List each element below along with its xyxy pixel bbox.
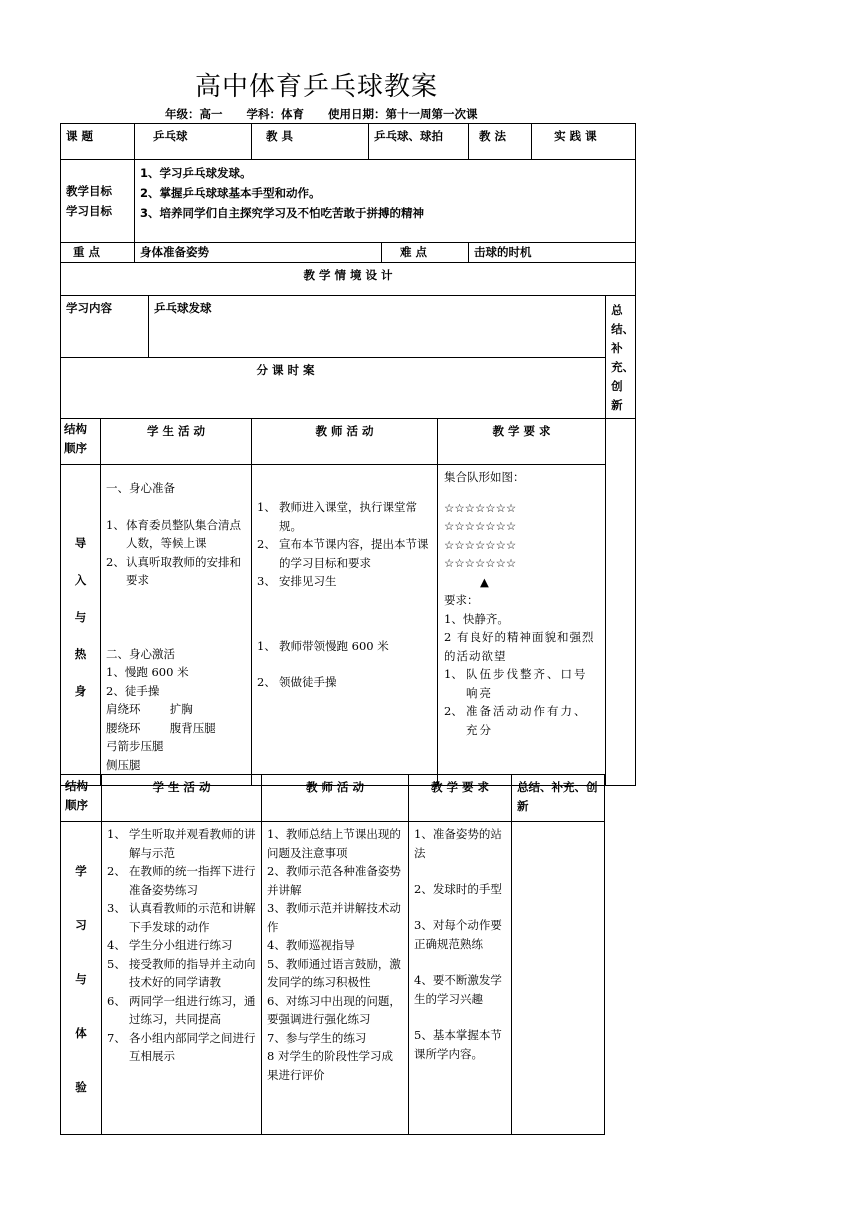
list-item: 7、 各小组内部同学之间进行互相展示 [107,1030,256,1063]
list-item: 1、 学生听取并观看教师的讲解与示范 [107,827,256,860]
list-item: 2、 在教师的统一指挥下进行准备姿势练习 [107,864,256,897]
teacher-part2-list [257,637,432,692]
list-item: 4、要不断激发学生的学习兴趣 [414,973,502,1006]
requirement-header: 教 学 要 求 [438,419,606,465]
summary-cell-2 [512,822,605,1135]
lesson-table-2 [60,774,605,1135]
phase-char: 热 [74,647,87,661]
list-item: 1、 队伍步伐整齐、口号响亮 [444,667,588,700]
star-row: ☆☆☆☆☆☆☆ [444,519,517,533]
phase-char: 与 [75,972,87,986]
formation-stars [444,499,600,573]
phase-char: 习 [75,918,87,932]
list-item: 4、教师巡视指导 [267,938,355,952]
list-item: 3、教师示范并讲解技术动作 [267,901,401,934]
goals-label [61,160,135,243]
course-value: 乒乓球 [135,124,252,160]
requirement-header-2: 教 学 要 求 [409,775,512,822]
student-part2-title: 二、身心激活 [106,646,175,661]
difficulty-value: 击球的时机 [469,243,636,263]
tools-value: 乒乓球、球拍 [369,124,469,160]
goal-item: 2、掌握乒乓球球基本手型和动作。 [140,186,321,200]
method-label: 教 法 [469,124,532,160]
phase-char: 体 [75,1026,87,1040]
list-item: 2、 准备活动动作有力、充分 [444,704,588,737]
phase-column [61,465,101,786]
goals-list [135,160,636,243]
student-header: 学 生 活 动 [101,419,252,465]
student-list-2 [107,825,256,1066]
content-label: 学习内容 [61,296,149,358]
teacher-header-2: 教 师 活 动 [262,775,409,822]
list-item: 1、教师总结上节课出现的问题及注意事项 [267,827,401,860]
order-header-2: 结构顺序 [61,775,102,822]
summary-cell [606,419,636,786]
list-item: 3、 认真看教师的示范和讲解下手发球的动作 [107,901,256,934]
lesson-table-1 [60,123,636,786]
goal-item: 1、学习乒乓球发球。 [140,166,252,180]
goal-item: 3、培养同学们自主探究学习及不怕吃苦敢于拼搏的精神 [140,206,425,220]
req-title: 要求： [444,593,479,607]
list-item: 3、 安排见习生 [257,574,337,588]
list-item: 2、 认真听取教师的安排和要求 [106,554,241,587]
list-item: 2、教师示范各种准备姿势并讲解 [267,864,401,897]
req-item: 2 有良好的精神面貌和强烈的活动欲望 [444,630,595,663]
list-item: 7、参与学生的练习 [267,1030,367,1045]
student-activity [101,465,252,786]
phase-char: 身 [74,684,87,698]
teacher-activity-2 [262,822,409,1135]
phase-char: 验 [75,1080,87,1094]
meta-line: 年级：高一 学科：体育 使用日期：第十一周第一次课 [165,107,478,121]
phase-char: 入 [74,573,87,587]
teacher-triangle-icon: ▲ [480,574,489,589]
teacher-part1-list [257,498,432,591]
list-item: 1、 教师进入课堂，执行课堂常规。 [257,500,418,533]
student-activity-2 [102,822,262,1135]
req-item: 1、快静齐。 [444,611,509,626]
list-item: 5、教师通过语言鼓励，激发同学的练习积极性 [267,956,401,989]
requirement-cell-2 [409,822,512,1135]
list-item: 3、对每个动作要正确规范熟练 [414,918,502,951]
list-item: 2、 领做徒手操 [257,675,337,689]
course-label: 课 题 [61,124,135,160]
scenario-heading: 教 学 情 境 设 计 [61,263,636,296]
key-point-value: 身体准备姿势 [135,243,382,263]
list-item: 侧压腿 [106,757,141,772]
list-item: 1、准备姿势的站法 [414,827,502,860]
summary-label: 总结、补充、创新 [606,296,636,419]
star-row: ☆☆☆☆☆☆☆ [444,556,517,570]
list-item: 1、 体育委员整队集合清点人数，等候上课 [106,517,241,550]
star-row: ☆☆☆☆☆☆☆ [444,537,517,552]
list-item: 8 对学生的阶段性学习成果进行评价 [267,1049,393,1082]
list-item: 5、 接受教师的指导并主动向技术好的同学请教 [107,956,256,989]
formation-intro: 集合队形如图： [444,470,525,484]
list-item: 5、基本掌握本节课所学内容。 [414,1028,502,1061]
list-item: 6、 两同学一组进行练习，通过练习，共同提高 [107,993,256,1026]
teacher-header: 教 师 活 动 [252,419,438,465]
content-value: 乒乓球发球 [149,296,606,358]
summary-header-2: 总结、补充、创新 [512,775,605,822]
tools-label: 教 具 [252,124,369,160]
list-item: 腰绕环 腹背压腿 [106,720,216,735]
requirement-cell [438,465,606,786]
page-title: 高中体育乒乓球教案 [195,72,439,102]
student-header-2: 学 生 活 动 [102,775,262,822]
list-item: 4、 学生分小组进行练习 [107,938,233,952]
phase-char: 学 [75,864,87,878]
phase-char: 与 [74,610,87,624]
lesson-plan-heading: 分 课 时 案 [61,357,606,419]
list-item: 1、 教师带领慢跑 600 米 [257,638,389,653]
phase-column-2 [61,822,102,1135]
order-header: 结构顺序 [61,419,101,465]
student-part1-list [106,516,246,590]
list-item: 弓箭步压腿 [106,739,164,753]
method-value: 实 践 课 [532,124,636,160]
list-item: 2、 宣布本节课内容，提出本节课的学习目标和要求 [257,537,429,570]
star-row: ☆☆☆☆☆☆☆ [444,500,517,515]
list-item: 肩绕环 扩胸 [106,702,193,716]
goals-label-2: 学习目标 [66,204,112,218]
phase-char: 导 [74,536,87,550]
list-item: 6、对练习中出现的问题，要强调进行强化练习 [267,993,401,1026]
student-part1-title: 一、身心准备 [106,481,175,495]
list-item: 2、发球时的手型 [414,882,502,896]
teacher-activity [252,465,438,786]
req-list [444,665,600,739]
list-item: 2、徒手操 [106,683,160,698]
goals-label-1: 教学目标 [66,184,112,198]
difficulty-label: 难 点 [382,243,469,263]
list-item: 1、慢跑 600 米 [106,665,189,679]
key-point-label: 重 点 [61,243,135,263]
